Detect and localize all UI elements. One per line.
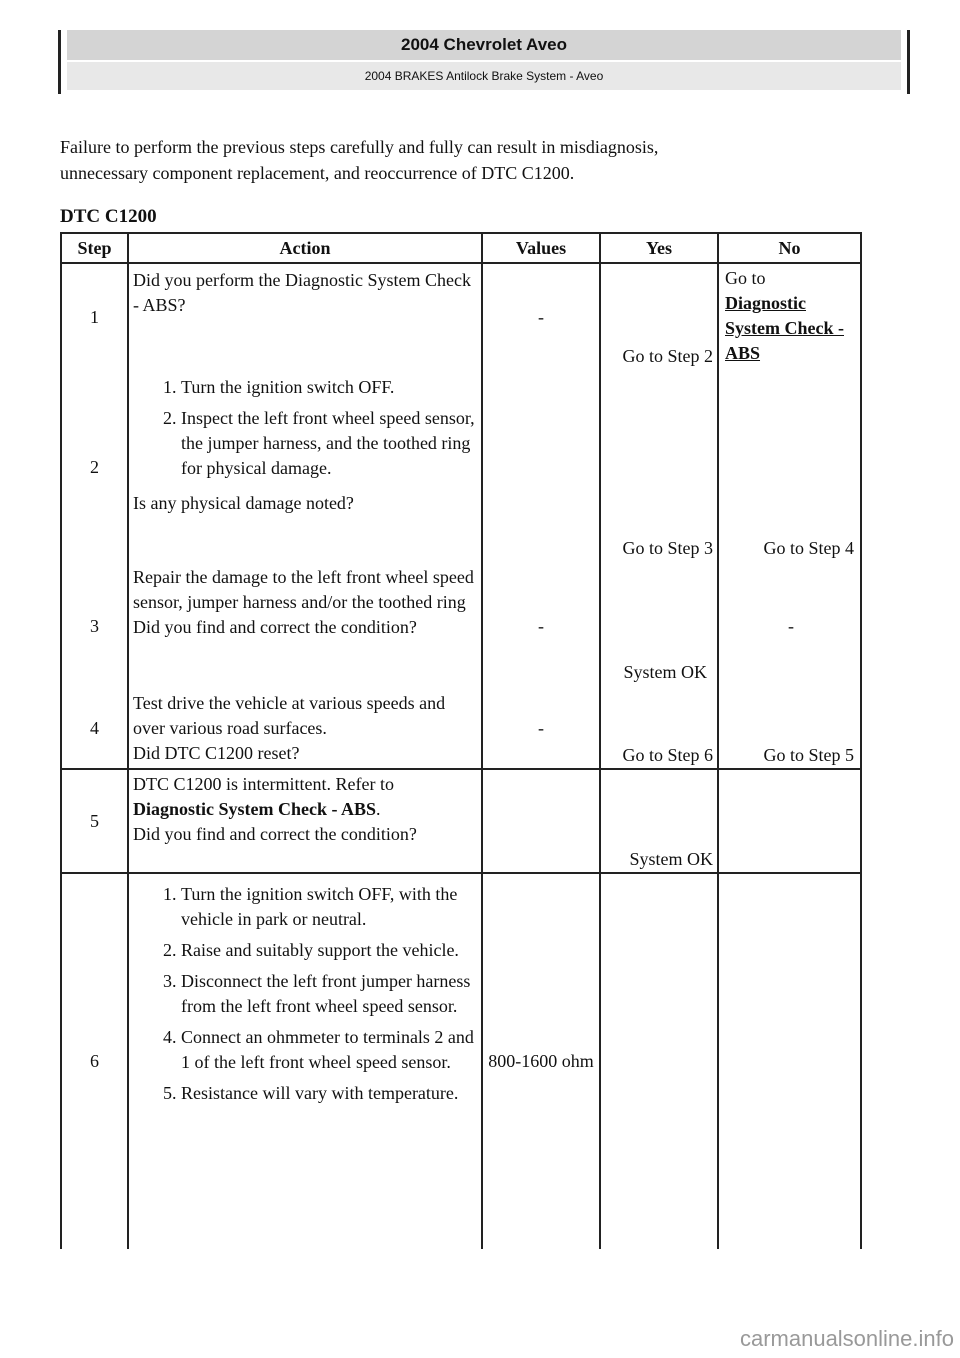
no-cell: [718, 769, 861, 873]
action-cell: [128, 563, 482, 689]
list-item: 1. Turn the ignition switch OFF, with the vehicle in park or neutral.: [181, 882, 477, 932]
step-number: 2: [61, 371, 128, 563]
list-item: 1. Turn the ignition switch OFF.: [181, 375, 477, 400]
step-number: 4: [61, 689, 128, 769]
value-cell: [482, 873, 600, 1249]
list-item: 5. Resistance will vary with temperature.: [181, 1081, 477, 1106]
table-row: [61, 769, 861, 873]
table-row: [61, 873, 861, 1249]
step-number: 6: [61, 873, 128, 1249]
action-text: Did you perform the Diagnostic System Check - ABS?: [133, 270, 471, 315]
no-cell: [718, 689, 861, 769]
no-text: Go to Step 4: [763, 538, 854, 558]
no-text: Go to Step 5: [763, 745, 854, 765]
action-question: Is any physical damage noted?: [133, 493, 354, 513]
action-text: [133, 772, 477, 822]
watermark: carmanualsonline.info: [739, 1326, 954, 1351]
document-header: [58, 30, 910, 94]
step-number: 3: [61, 563, 128, 689]
value-cell: [482, 769, 600, 873]
value-cell: [482, 689, 600, 769]
value-text: -: [538, 307, 544, 327]
header-step: Step: [61, 233, 128, 263]
table-row: [61, 263, 861, 371]
diagnostic-table: [60, 232, 862, 1249]
header-yes: Yes: [600, 233, 718, 263]
value-text: 800-1600 ohm: [488, 1051, 594, 1071]
intro-paragraph: [60, 134, 900, 186]
yes-cell: [600, 769, 718, 873]
table-row: [61, 371, 861, 563]
table-row: [61, 563, 861, 689]
yes-text: System OK: [623, 662, 707, 682]
yes-text: Go to Step 3: [622, 538, 713, 558]
diagnostic-system-check-ref[interactable]: Diagnostic System Check - ABS: [133, 799, 377, 819]
header-no: No: [718, 233, 861, 263]
no-text: -: [788, 615, 794, 636]
yes-cell: [600, 371, 718, 563]
action-text: Test drive the vehicle at various speeds and over various road surfaces.: [133, 693, 446, 738]
yes-text: Go to Step 2: [622, 346, 713, 366]
table-row: [61, 689, 861, 769]
value-cell: [482, 371, 600, 563]
action-cell: [128, 873, 482, 1249]
action-cell: [128, 769, 482, 873]
value-text: -: [538, 718, 544, 738]
action-text: Repair the damage to the left front wheel speed sensor, jumper harness and/or the toothed ring: [133, 567, 474, 612]
no-cell: [718, 263, 861, 371]
value-cell: [482, 563, 600, 689]
diagnostic-system-check-link[interactable]: Diagnostic System Check - ABS: [725, 293, 844, 363]
action-post: .: [376, 799, 381, 819]
yes-text: System OK: [629, 849, 713, 869]
header-action: Action: [128, 233, 482, 263]
list-item: 4. Connect an ohmmeter to terminals 2 and 1 of the left front wheel speed sensor.: [181, 1025, 477, 1075]
action-question: Did DTC C1200 reset?: [133, 743, 300, 763]
yes-cell: [600, 873, 718, 1249]
intro-line-1: Failure to perform the previous steps carefully and fully can result in misdiagnosis,: [60, 137, 659, 157]
action-pre: DTC C1200 is intermittent. Refer to: [133, 774, 394, 794]
list-item: 2. Inspect the left front wheel speed sensor, the jumper harness, and the toothed ring for physical damage.: [181, 406, 477, 481]
yes-cell: [600, 563, 718, 689]
action-cell: [128, 263, 482, 371]
no-cell: [718, 371, 861, 563]
step-number: 1: [61, 263, 128, 371]
action-steps-list: [133, 375, 477, 481]
intro-line-2: unnecessary component replacement, and reoccurrence of DTC C1200.: [60, 163, 575, 183]
header-values: Values: [482, 233, 600, 263]
no-cell: [718, 873, 861, 1249]
action-question: Did you find and correct the condition?: [133, 824, 417, 844]
value-text: -: [538, 615, 544, 636]
value-cell: [482, 263, 600, 371]
no-cell: [718, 563, 861, 689]
yes-cell: [600, 263, 718, 371]
action-steps-list: [133, 882, 477, 1106]
list-item: 3. Disconnect the left front jumper harness from the left front wheel speed sensor.: [181, 969, 477, 1019]
header-title: 2004 Chevrolet Aveo: [67, 30, 901, 60]
dtc-title: DTC C1200: [60, 206, 157, 227]
no-prefix: Go to: [725, 268, 766, 288]
table-header-row: [61, 233, 861, 263]
step-number: 5: [61, 769, 128, 873]
action-cell: [128, 371, 482, 563]
yes-text: Go to Step 6: [622, 745, 713, 765]
yes-cell: [600, 689, 718, 769]
action-question: Did you find and correct the condition?: [133, 617, 417, 637]
list-item: 2. Raise and suitably support the vehicle.: [181, 938, 477, 963]
action-cell: [128, 689, 482, 769]
header-subtitle: 2004 BRAKES Antilock Brake System - Aveo: [67, 62, 901, 90]
